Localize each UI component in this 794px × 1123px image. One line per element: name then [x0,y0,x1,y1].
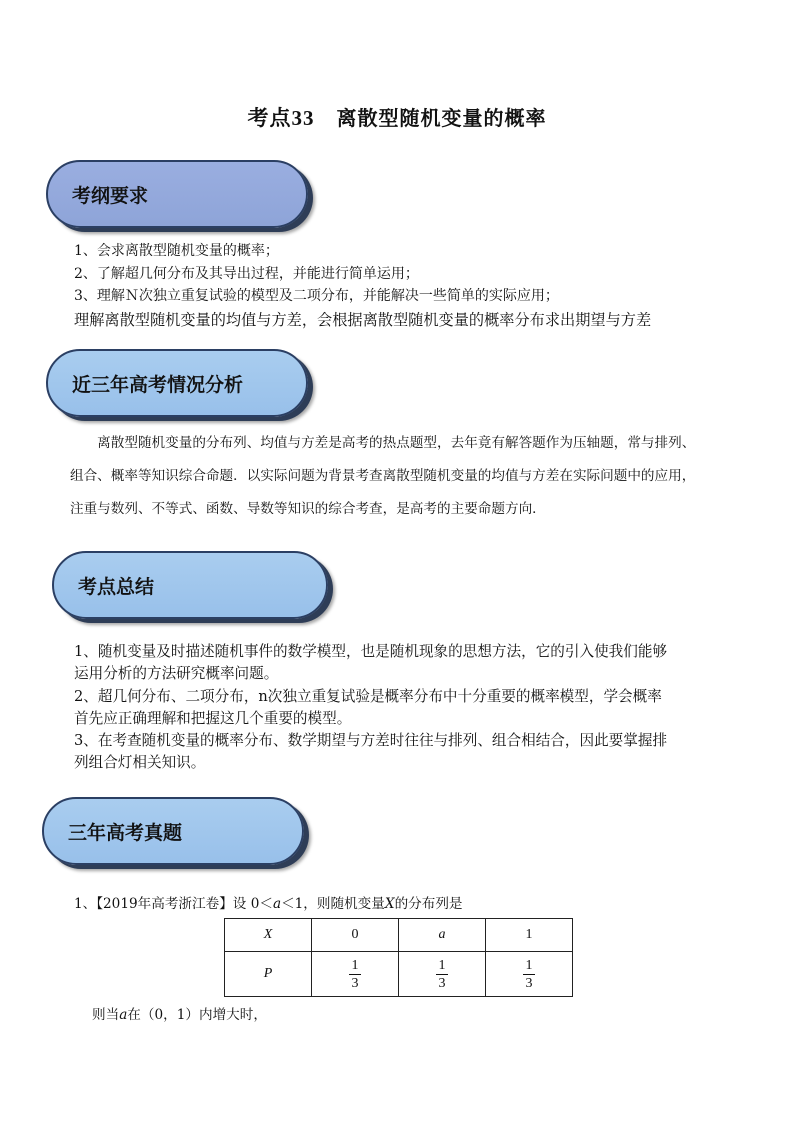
section-header-syllabus [46,160,308,228]
section-header-exam-questions [42,797,304,865]
analysis-line: 注重与数列、不等式、函数、导数等知识的综合考查，是高考的主要命题方向． [70,501,546,517]
analysis-paragraph [70,427,730,526]
section-label: 三年高考真题 [68,821,183,844]
table-cell: 1 [486,919,573,952]
analysis-line: 组合、概率等知识综合命题．以实际问题为背景考查离散型随机变量的均值与方差在实际问题中的应用， [70,468,696,484]
fraction: $\frac{1}{3}$ [523,958,535,991]
table-cell: X [225,919,312,952]
requirement-extra [74,309,651,332]
table-cell [312,952,399,997]
title-text: 离散型随机变量的概率 [336,106,547,130]
requirement-item: 理解离散型随机变量的均值与方差，会根据离散型随机变量的概率分布求出期望与方差 [74,311,652,329]
section-label: 考纲要求 [72,184,149,207]
section-header-analysis [46,349,308,417]
table-cell: P [225,952,312,997]
requirement-item: 2、了解超几何分布及其导出过程，并能进行简单运用； [74,265,419,282]
section-label: 考点总结 [78,575,155,598]
table-cell: 0 [312,919,399,952]
page-title [0,102,794,132]
summary-line: 1、随机变量及时描述随机事件的数学模型，也是随机现象的思想方法，它的引入使我们能够 [74,643,668,660]
question-1-followup: 则当a在（0，1）内增大时， [92,1007,267,1023]
table-cell: a [399,919,486,952]
title-number: 考点33 [247,106,315,130]
fraction: $\frac{1}{3}$ [349,958,361,991]
summary-line: 2、超几何分布、二项分布，n次独立重复试验是概率分布中十分重要的概率模型，学会概率 [74,687,662,705]
section-header-summary [52,551,328,619]
requirement-item: 3、理解Ｎ次独立重复试验的模型及二项分布，并能解决一些简单的实际应用； [74,288,559,304]
summary-line: 首先应正确理解和把握这几个重要的模型。 [74,709,352,727]
fraction: $\frac{1}{3}$ [436,958,448,991]
distribution-table [224,918,573,997]
question-1-stem: 1、【2019年高考浙江卷】设 0＜a＜1，则随机变量X的分布列是 [74,896,463,912]
section-label: 近三年高考情况分析 [72,373,244,396]
requirements-list [74,240,559,308]
summary-paragraph [74,641,734,775]
summary-line: 列组合灯相关知识。 [74,754,206,772]
analysis-line: 离散型随机变量的分布列、均值与方差是高考的热点题型，去年竟有解答题作为压轴题，常与排列、 [70,435,696,451]
table-row [225,952,573,997]
table-cell [486,952,573,997]
summary-line: 运用分析的方法研究概率问题。 [74,665,279,683]
requirement-item: 1、会求离散型随机变量的概率； [74,243,279,259]
table-row [225,919,573,952]
table-cell [399,952,486,997]
summary-line: 3、在考查随机变量的概率分布、数学期望与方差时往往与排列、组合相结合，因此要掌握排 [74,732,668,750]
